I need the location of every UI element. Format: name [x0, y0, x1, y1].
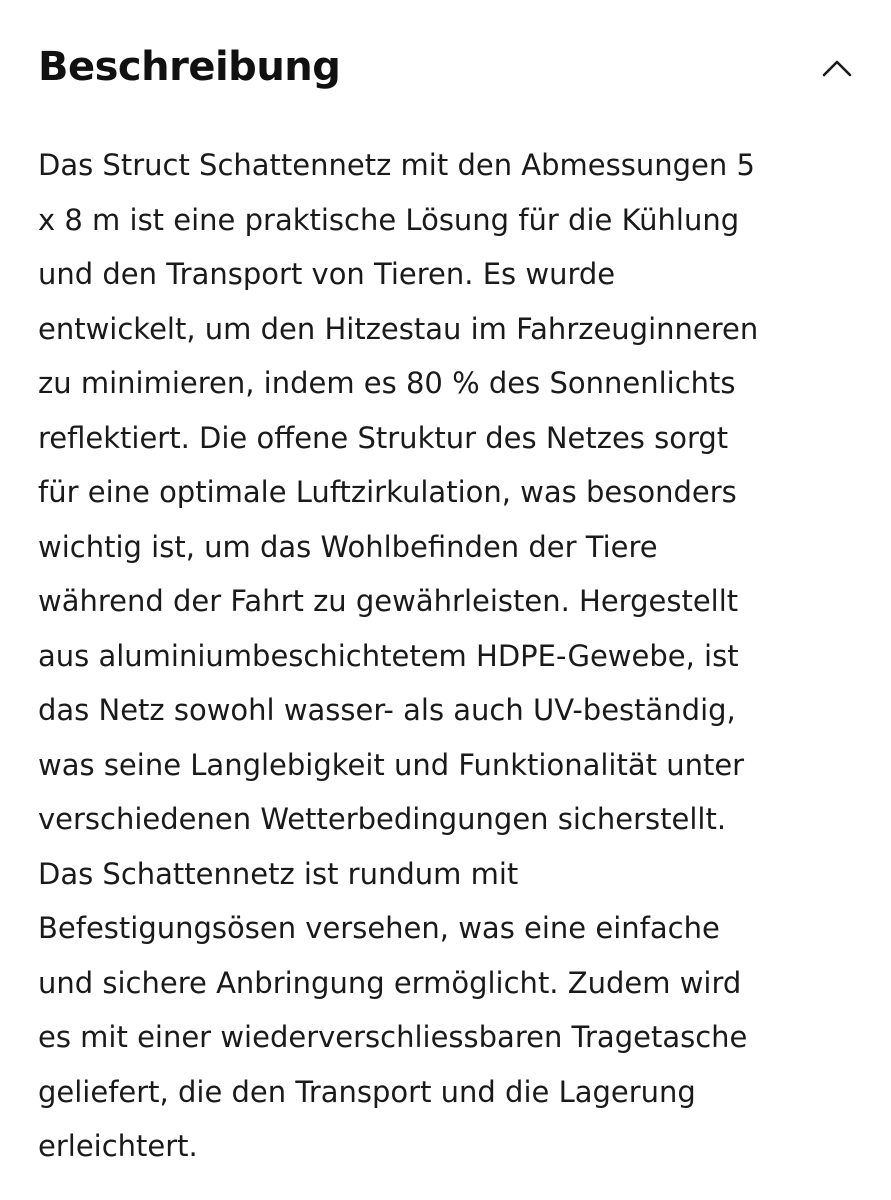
description-line: wichtig ist, um das Wohlbefinden der Tiere	[38, 529, 658, 564]
description-line: zu minimieren, indem es 80 % des Sonnenlichts	[38, 366, 736, 400]
description-line: reflektiert. Die offene Struktur des Netzes sorgt	[38, 420, 729, 455]
description-text	[38, 138, 858, 1174]
description-line: verschiedenen Wetterbedingungen sicherstellt.	[38, 802, 727, 836]
chevron-up-icon[interactable]	[817, 48, 857, 88]
description-line: aus aluminiumbeschichtetem HDPE-Gewebe, ist	[38, 638, 739, 673]
description-line: geliefert, die den Transport und die Lagerung	[38, 1074, 696, 1109]
description-line: für eine optimale Luftzirkulation, was besonders	[38, 475, 737, 509]
accordion-header[interactable]	[0, 0, 891, 130]
description-line: das Netz sowohl wasser- als auch UV-beständig,	[38, 693, 736, 727]
description-line: Das Schattennetz ist rundum mit	[38, 856, 519, 891]
description-line: was seine Langlebigkeit und Funktionalität unter	[38, 747, 745, 782]
description-line: x 8 m ist eine praktische Lösung für die Kühlung	[38, 202, 740, 237]
description-line: es mit einer wiederverschliessbaren Tragetasche	[38, 1020, 748, 1054]
description-line: erleichtert.	[38, 1129, 198, 1163]
description-line: Das Struct Schattennetz mit den Abmessungen 5	[38, 148, 755, 182]
description-line: entwickelt, um den Hitzestau im Fahrzeuginneren	[38, 311, 759, 346]
description-line: Befestigungsösen versehen, was eine einfache	[38, 911, 720, 945]
description-line: und den Transport von Tieren. Es wurde	[38, 257, 616, 291]
description-line: während der Fahrt zu gewährleisten. Hergestellt	[38, 584, 739, 618]
description-line: und sichere Anbringung ermöglicht. Zudem wird	[38, 965, 742, 1000]
section-title: Beschreibung	[38, 44, 341, 90]
